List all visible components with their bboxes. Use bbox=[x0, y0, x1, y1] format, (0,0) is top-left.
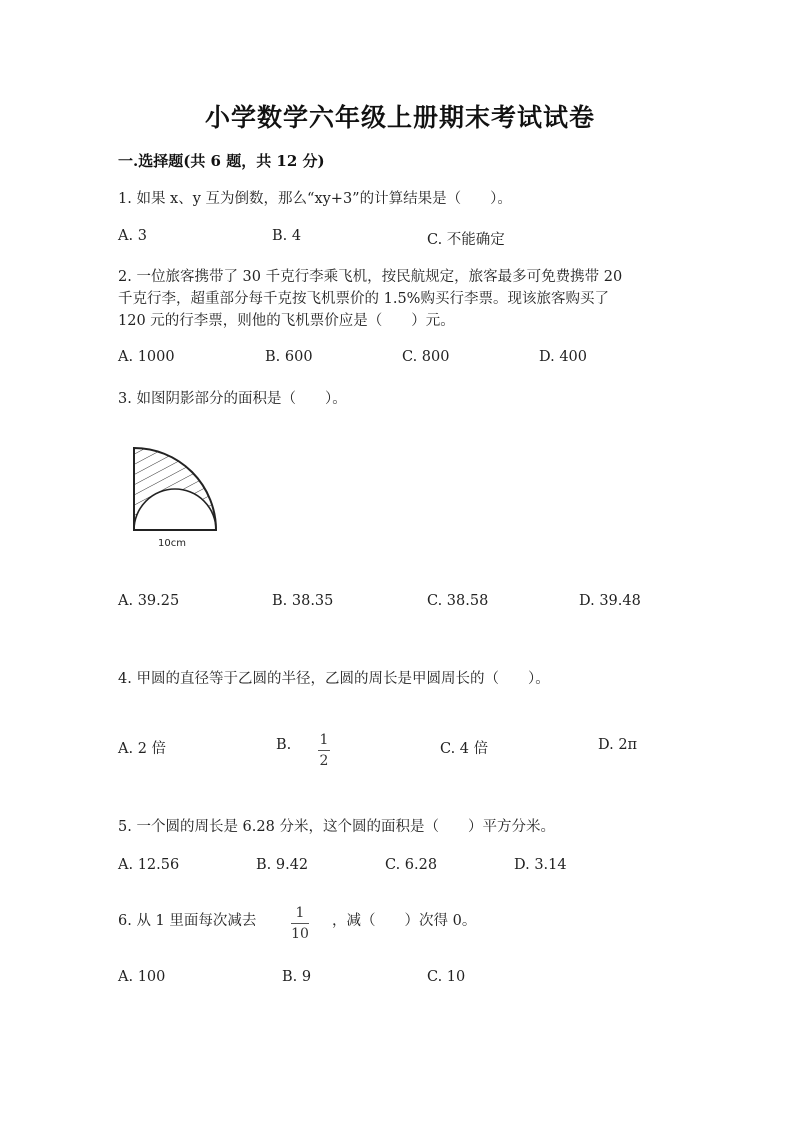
question-2-line-3: 120 元的行李票，则他的飞机票价应是（ ）元。 bbox=[118, 313, 455, 329]
question-1-option-b[interactable]: B. 4 bbox=[272, 228, 302, 244]
question-3-option-b[interactable]: B. 38.35 bbox=[272, 593, 334, 609]
question-2-option-d[interactable]: D. 400 bbox=[539, 349, 588, 365]
question-1-option-a[interactable]: A. 3 bbox=[118, 228, 147, 244]
question-1-option-c[interactable]: C. 不能确定 bbox=[427, 232, 505, 248]
question-3-option-d[interactable]: D. 39.48 bbox=[579, 593, 641, 609]
question-4-option-b-fraction bbox=[316, 733, 332, 768]
question-1-text: 1. 如果 x、y 互为倒数，那么“xy+3”的计算结果是（ ）。 bbox=[118, 191, 512, 207]
question-6-text-before: 6. 从 1 里面每次减去 bbox=[118, 913, 257, 929]
question-2-line-2: 千克行李，超重部分每千克按飞机票价的 1.5%购买行李票。现该旅客购买了 bbox=[118, 291, 609, 307]
figure-dimension-label: 10cm bbox=[158, 538, 186, 549]
question-5-option-a[interactable]: A. 12.56 bbox=[118, 857, 180, 873]
question-4-text: 4. 甲圆的直径等于乙圆的半径，乙圆的周长是甲圆周长的（ ）。 bbox=[118, 671, 550, 687]
shaded-area-figure bbox=[122, 440, 232, 552]
question-6-option-b[interactable]: B. 9 bbox=[282, 969, 312, 985]
question-2-line-1: 2. 一位旅客携带了 30 千克行李乘飞机，按民航规定，旅客最多可免费携带 20 bbox=[118, 269, 623, 285]
question-6-option-a[interactable]: A. 100 bbox=[118, 969, 166, 985]
question-5-option-b[interactable]: B. 9.42 bbox=[256, 857, 309, 873]
question-6-text-after: ，减（ ）次得 0。 bbox=[332, 913, 477, 929]
question-4-option-c[interactable]: C. 4 倍 bbox=[440, 741, 489, 757]
fraction-denominator: 10 bbox=[291, 926, 309, 942]
page-title: 小学数学六年级上册期末考试试卷 bbox=[204, 103, 595, 132]
question-5-option-c[interactable]: C. 6.28 bbox=[385, 857, 438, 873]
fraction-numerator: 1 bbox=[319, 732, 329, 748]
question-2-option-c[interactable]: C. 800 bbox=[402, 349, 450, 365]
question-5-text: 5. 一个圆的周长是 6.28 分米，这个圆的面积是（ ）平方分米。 bbox=[118, 819, 555, 835]
question-2-option-a[interactable]: A. 1000 bbox=[118, 349, 175, 365]
question-6-fraction bbox=[289, 906, 311, 941]
question-2-option-b[interactable]: B. 600 bbox=[265, 349, 313, 365]
question-3-text: 3. 如图阴影部分的面积是（ ）。 bbox=[118, 391, 347, 407]
question-4-option-d[interactable]: D. 2π bbox=[598, 737, 638, 753]
question-5-option-d[interactable]: D. 3.14 bbox=[514, 857, 567, 873]
question-3-option-a[interactable]: A. 39.25 bbox=[118, 593, 180, 609]
question-6-option-c[interactable]: C. 10 bbox=[427, 969, 466, 985]
fraction-numerator: 1 bbox=[295, 905, 305, 921]
question-4-option-a[interactable]: A. 2 倍 bbox=[118, 741, 167, 757]
question-4-option-b[interactable]: B. bbox=[276, 737, 292, 753]
section-heading: 一.选择题(共 6 题，共 12 分) bbox=[118, 152, 325, 170]
question-3-option-c[interactable]: C. 38.58 bbox=[427, 593, 489, 609]
fraction-denominator: 2 bbox=[319, 753, 329, 769]
